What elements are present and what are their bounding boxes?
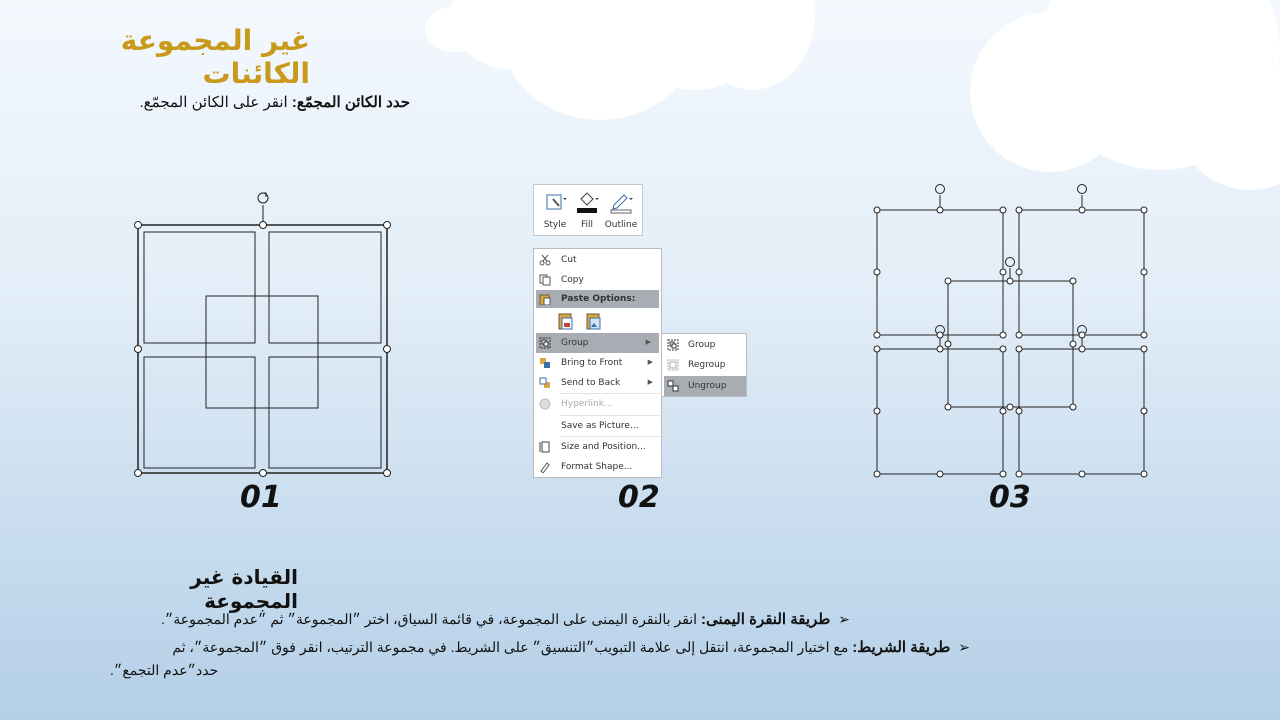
submenu-label: Group xyxy=(688,340,716,350)
outline-pen-icon xyxy=(608,187,634,217)
bullet-right-click xyxy=(110,608,850,631)
bring-front-icon xyxy=(539,357,551,369)
bullet-arrow-icon: ➢ xyxy=(958,639,970,655)
bullet-bold: طريقة النقرة اليمنى: xyxy=(700,611,831,628)
bullet-text: مع اختيار المجموعة، انتقل إلى علامة التبويب״التنسيق״ على الشريط. في مجموعة الترتيب، انقر فوق ״المجموعة״، ثم xyxy=(172,639,853,655)
submenu-arrow-icon: ▶ xyxy=(647,358,653,366)
send-back-icon xyxy=(539,377,551,389)
figure-number-2: 02 xyxy=(618,480,660,515)
select-instruction xyxy=(110,93,410,111)
outline-button[interactable] xyxy=(604,187,638,233)
bullet-text: انقر بالنقرة اليمنى على المجموعة، في قائمة السياق، اختر ״المجموعة״ ثم ״عدم المجموعة״. xyxy=(160,611,701,627)
menu-item-copy[interactable] xyxy=(534,270,661,290)
slide-title: غير المجموعة الكائنات xyxy=(120,24,310,90)
outline-label: Outline xyxy=(604,220,638,230)
regroup-icon xyxy=(667,359,679,371)
figure-3-ungrouped-shapes xyxy=(870,180,1152,482)
menu-label: Format Shape... xyxy=(561,462,633,472)
bullet-text-continued: حدد״عدم التجمع״. xyxy=(110,662,219,678)
select-instruction-bold: حدد الكائن المجمّع: xyxy=(291,94,410,111)
group-submenu xyxy=(661,333,747,397)
fill-button[interactable] xyxy=(570,187,604,233)
select-instruction-text: انقر على الكائن المجمّع. xyxy=(139,94,292,111)
menu-item-send-to-back[interactable] xyxy=(534,373,661,393)
menu-item-hyperlink[interactable] xyxy=(534,394,661,414)
context-menu xyxy=(533,248,662,478)
submenu-label: Ungroup xyxy=(688,381,727,391)
copy-icon xyxy=(539,274,551,286)
figure-1-grouped-shapes xyxy=(130,188,395,480)
menu-label: Size and Position... xyxy=(561,442,646,452)
figure-number-1: 01 xyxy=(240,480,282,515)
style-label: Style xyxy=(543,220,567,230)
submenu-item-group[interactable] xyxy=(662,335,746,355)
ungroup-icon xyxy=(667,380,679,392)
style-button[interactable] xyxy=(538,187,572,233)
submenu-item-ungroup[interactable] xyxy=(664,376,746,396)
submenu-label: Regroup xyxy=(688,360,726,370)
size-position-icon xyxy=(539,441,551,453)
menu-item-paste-options xyxy=(536,290,659,308)
group-icon xyxy=(667,339,679,351)
menu-label: Save as Picture... xyxy=(561,421,639,431)
group-icon xyxy=(539,337,551,349)
menu-label: Bring to Front xyxy=(561,358,623,368)
style-icon xyxy=(542,187,568,217)
figure-number-3: 03 xyxy=(989,480,1031,515)
menu-label: Hyperlink... xyxy=(561,399,613,409)
submenu-item-regroup[interactable] xyxy=(662,355,746,375)
menu-item-group[interactable] xyxy=(536,333,659,353)
fill-bucket-icon xyxy=(574,187,600,217)
scissors-icon xyxy=(539,254,551,266)
submenu-arrow-icon: ▶ xyxy=(647,378,653,386)
menu-item-format-shape[interactable] xyxy=(534,457,661,477)
hyperlink-icon xyxy=(539,398,551,410)
bullet-ribbon xyxy=(110,636,970,681)
menu-item-bring-to-front[interactable] xyxy=(534,353,661,373)
menu-item-cut[interactable] xyxy=(534,250,661,270)
format-mini-toolbar xyxy=(533,184,643,236)
paste-keep-formatting-icon[interactable] xyxy=(557,311,575,331)
format-shape-icon xyxy=(539,461,551,473)
menu-label: Group xyxy=(561,338,589,348)
bullet-arrow-icon: ➢ xyxy=(838,611,850,627)
menu-label: Cut xyxy=(561,255,577,265)
paste-picture-icon[interactable] xyxy=(585,311,603,331)
menu-item-save-as-picture[interactable] xyxy=(534,416,661,436)
menu-label: Send to Back xyxy=(561,378,621,388)
fill-label: Fill xyxy=(580,220,594,230)
submenu-arrow-icon: ▶ xyxy=(645,338,651,346)
section-title: القيادة غير المجموعة xyxy=(190,565,298,613)
clipboard-icon xyxy=(539,293,551,305)
bullet-bold: طريقة الشريط: xyxy=(852,639,951,656)
menu-label: Paste Options: xyxy=(561,294,636,304)
menu-item-size-and-position[interactable] xyxy=(534,437,661,457)
menu-label: Copy xyxy=(561,275,584,285)
